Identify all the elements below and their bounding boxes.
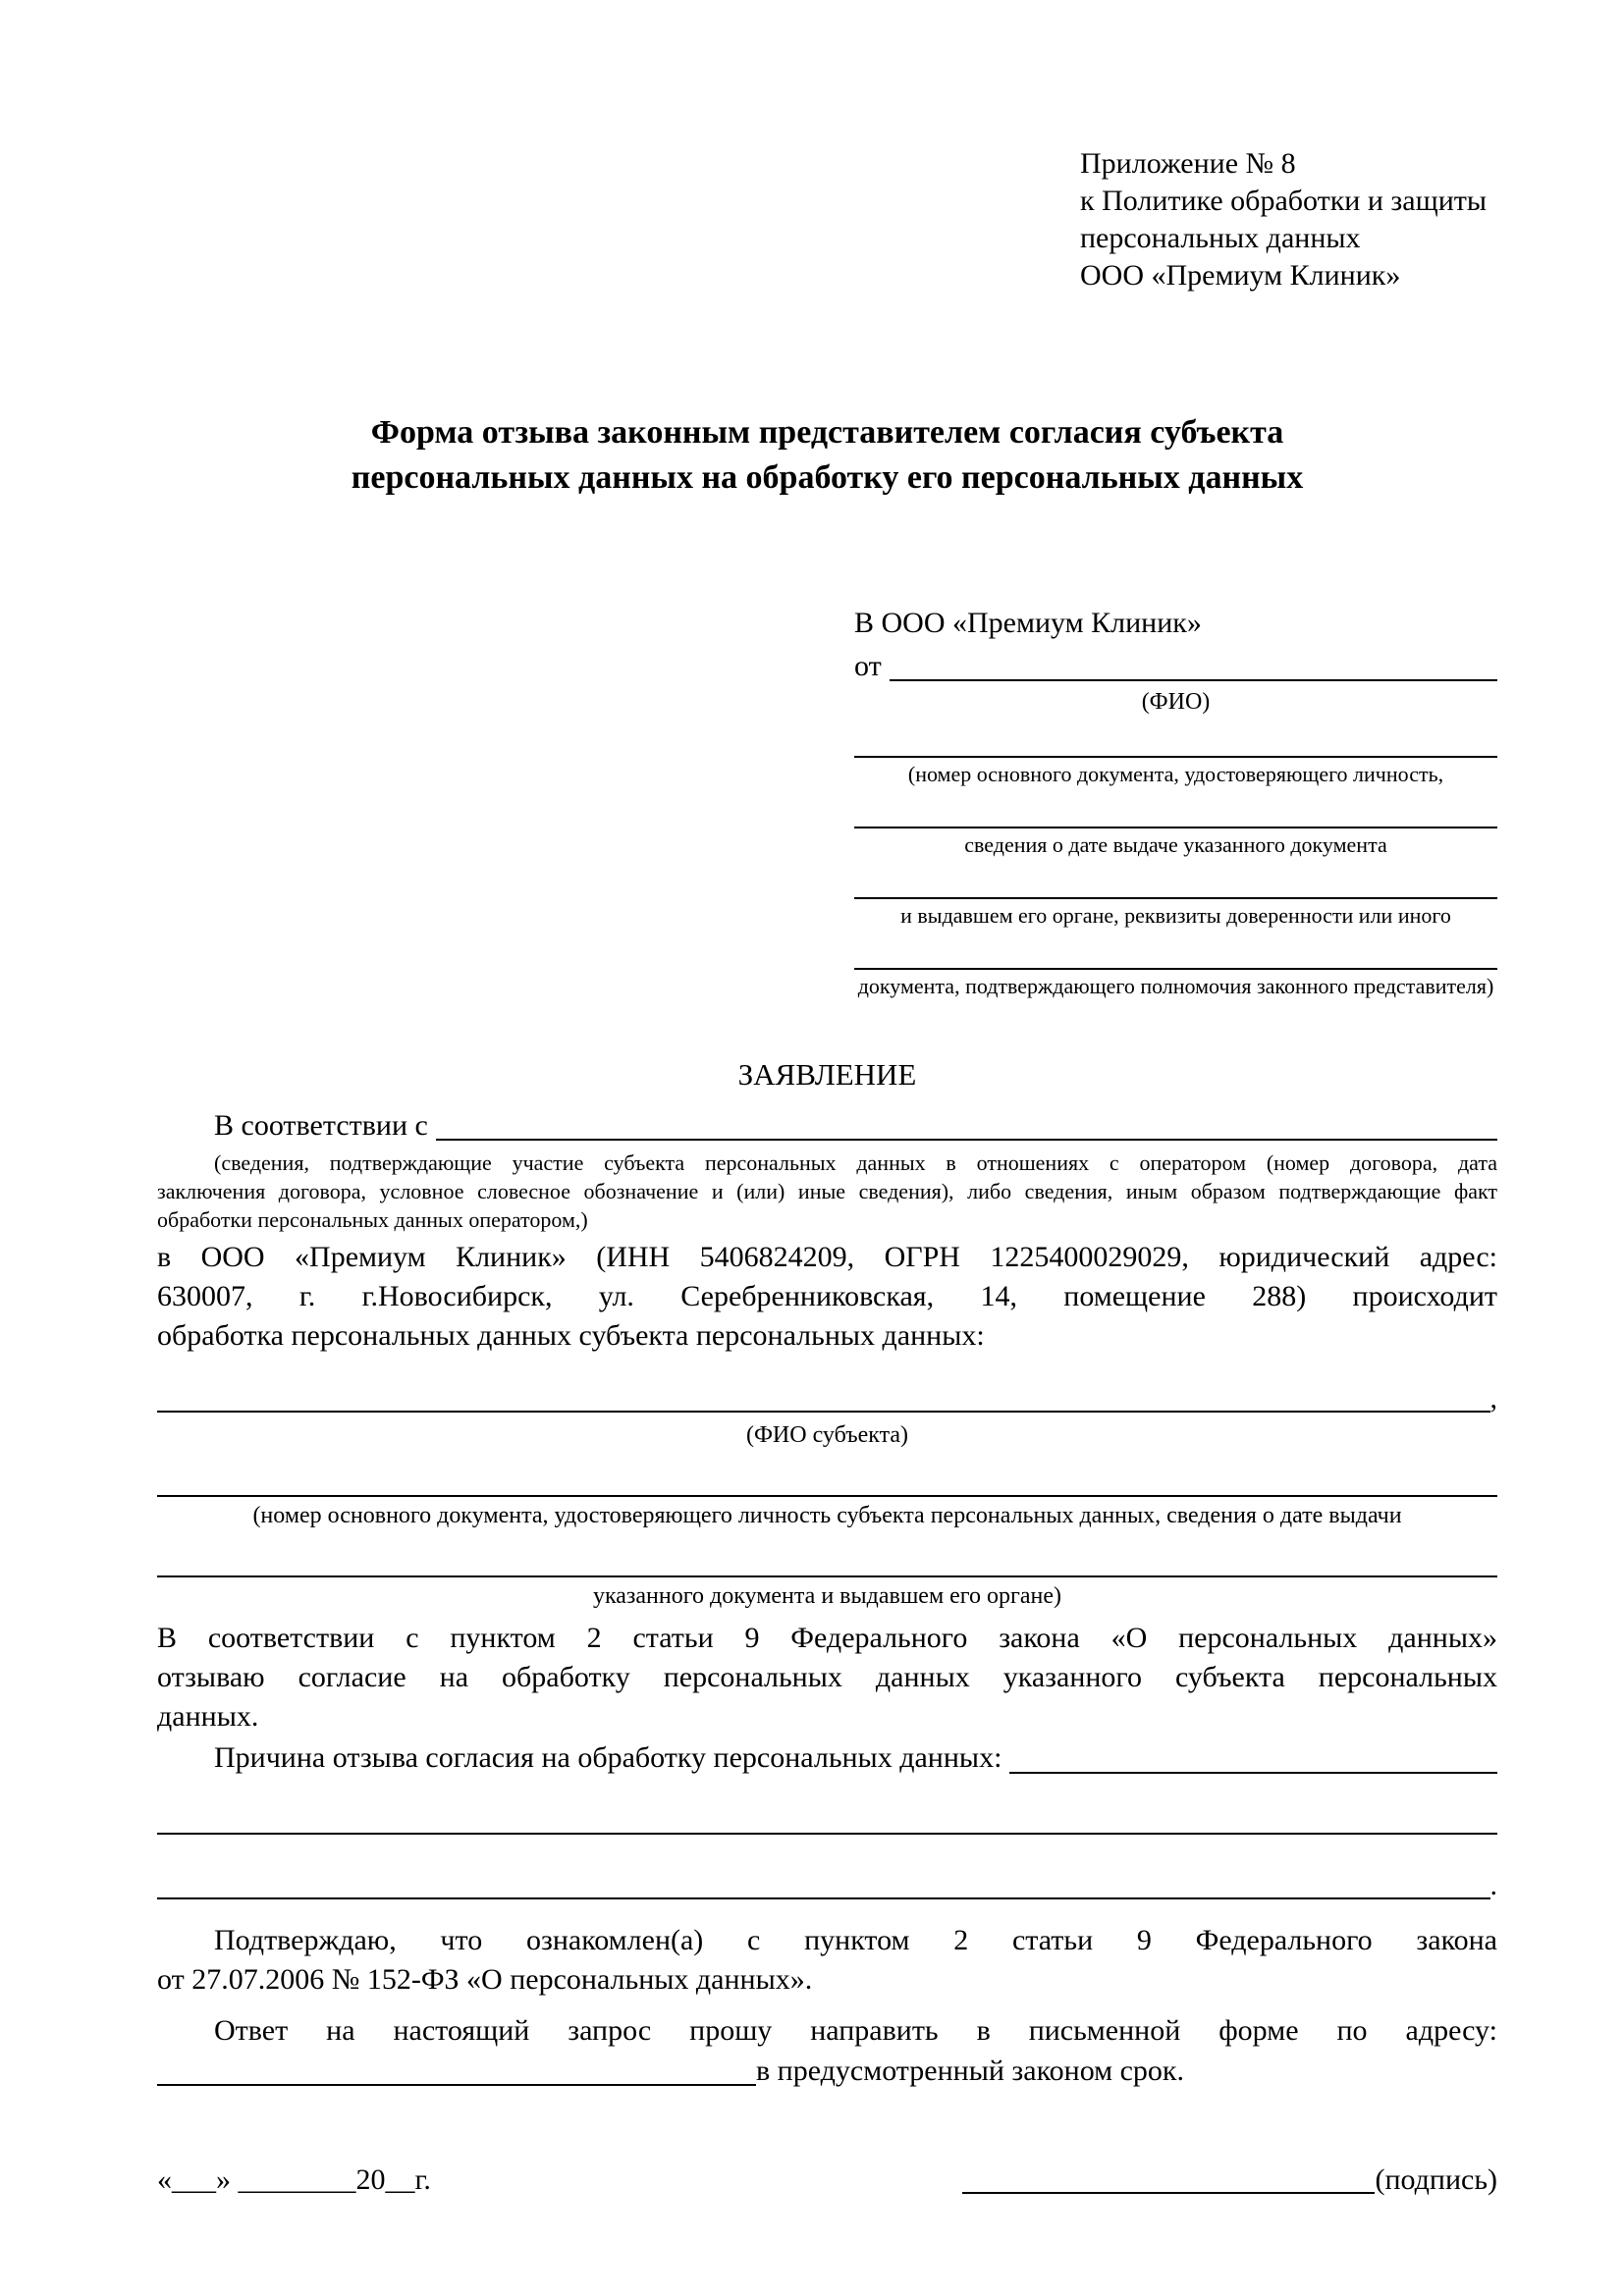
blank-field-line bbox=[854, 827, 1497, 828]
intro-note bbox=[157, 1148, 1497, 1234]
note-line: заключения договора, условное словесное обозначение и (или) иные сведения), либо сведения, иным образом подтверждающие факт bbox=[157, 1179, 1497, 1203]
field-caption: указанного документа и выдавшем его органе) bbox=[592, 1583, 1062, 1609]
operator-paragraph bbox=[157, 1238, 1497, 1356]
blank-field-line bbox=[890, 646, 1497, 681]
field-caption: и выдавшем его органе, реквизиты доверенности или иного bbox=[900, 903, 1451, 928]
blank-field-line bbox=[157, 1833, 1497, 1835]
paragraph-line: отзываю согласие на обработку персональных данных указанного субъекта персональных bbox=[157, 1661, 1497, 1693]
paragraph-line: от 27.07.2006 № 152-ФЗ «О персональных данных». bbox=[157, 1963, 813, 1996]
document-field-group bbox=[854, 968, 1497, 999]
withdrawal-paragraph bbox=[157, 1619, 1497, 1736]
blank-field-line bbox=[157, 1575, 1497, 1577]
title-line: Форма отзыва законным представителем согласия субъекта bbox=[370, 414, 1284, 451]
blank-field-line bbox=[854, 756, 1497, 758]
blank-field-line bbox=[1009, 1736, 1497, 1774]
document-field-group bbox=[157, 1575, 1497, 1611]
annex-block bbox=[1080, 145, 1497, 294]
annex-line: персональных данных bbox=[1080, 222, 1361, 254]
from-label: от bbox=[854, 650, 882, 682]
blank-field-line bbox=[854, 897, 1497, 899]
blank-field-with-period bbox=[157, 1866, 1497, 1905]
document-field-group bbox=[854, 897, 1497, 929]
subject-fio-caption: (ФИО субъекта) bbox=[745, 1422, 909, 1448]
paragraph-line: данных. bbox=[157, 1700, 259, 1733]
blank-field-line bbox=[157, 2051, 756, 2086]
intro-field bbox=[157, 1105, 1497, 1147]
intro-label: В соответствии с bbox=[214, 1109, 428, 1142]
document-field-group bbox=[157, 1495, 1497, 1530]
signature-line bbox=[962, 2159, 1375, 2194]
subject-name-field bbox=[157, 1379, 1497, 1418]
paragraph-line: обработка персональных данных субъекта персональных данных: bbox=[157, 1319, 985, 1352]
paragraph-line: В соответствии с пунктом 2 статьи 9 Федерального закона «О персональных данных» bbox=[157, 1622, 1497, 1654]
document-title bbox=[157, 410, 1497, 501]
reason-field bbox=[157, 1736, 1497, 1780]
date-blank: «___» ________20__г. bbox=[157, 2163, 431, 2196]
confirmation-paragraph bbox=[157, 1921, 1497, 2000]
field-caption: (номер основного документа, удостоверяющего личность, bbox=[907, 762, 1444, 786]
field-caption: сведения о дате выдаче указанного документа bbox=[964, 832, 1387, 857]
blank-field-line bbox=[157, 1495, 1497, 1497]
signature-field bbox=[962, 2159, 1497, 2202]
statement-heading: ЗАЯВЛЕНИЕ bbox=[737, 1057, 917, 1092]
blank-field-line bbox=[157, 1379, 1490, 1413]
paragraph-line: в ООО «Премиум Клиник» (ИНН 5406824209, ОГРН 1225400029029, юридический адрес: bbox=[157, 1241, 1497, 1273]
paragraph-line: 630007, г. г.Новосибирск, ул. Серебренниковская, 14, помещение 288) происходит bbox=[157, 1280, 1497, 1312]
annex-line: ООО «Премиум Клиник» bbox=[1080, 259, 1401, 292]
signature-caption: (подпись) bbox=[1375, 2163, 1497, 2196]
reply-paragraph: Ответ на настоящий запрос прошу направить в письменной форме по адресу: bbox=[214, 2014, 1497, 2047]
reason-label: Причина отзыва согласия на обработку персональных данных: bbox=[214, 1741, 1002, 1774]
document-field-group bbox=[854, 756, 1497, 787]
reply-suffix: в предусмотренный законом срок. bbox=[756, 2055, 1184, 2087]
paragraph-line: Подтверждаю, что ознакомлен(а) с пунктом 2 статьи 9 Федерального закона bbox=[214, 1924, 1497, 1956]
addressee-organization: В ООО «Премиум Клиник» bbox=[854, 607, 1202, 639]
line-terminator: , bbox=[1489, 1382, 1497, 1415]
field-caption: (номер основного документа, удостоверяющего личность субъекта персональных данных, сведения о дате выдачи bbox=[252, 1503, 1402, 1528]
blank-field-line bbox=[436, 1105, 1497, 1141]
note-line: (сведения, подтверждающие участие субъекта персональных данных в отношениях с оператором (номер договора, дата bbox=[214, 1150, 1497, 1175]
footer-row bbox=[157, 2159, 1497, 2202]
line-terminator: . bbox=[1489, 1869, 1497, 1901]
field-caption: документа, подтверждающего полномочия законного представителя) bbox=[857, 974, 1494, 998]
blank-field-line bbox=[854, 968, 1497, 970]
annex-line: Приложение № 8 bbox=[1080, 147, 1296, 180]
fio-caption: (ФИО) bbox=[1141, 689, 1211, 715]
reply-address-field bbox=[157, 2051, 1497, 2092]
blank-field-line bbox=[157, 1866, 1490, 1899]
title-line: персональных данных на обработку его персональных данных bbox=[351, 459, 1304, 496]
document-field-group bbox=[854, 827, 1497, 858]
note-line: обработки персональных данных оператором,) bbox=[157, 1207, 588, 1232]
annex-line: к Политике обработки и защиты bbox=[1080, 185, 1488, 217]
from-field bbox=[854, 646, 1497, 687]
addressee-block bbox=[854, 603, 1497, 999]
